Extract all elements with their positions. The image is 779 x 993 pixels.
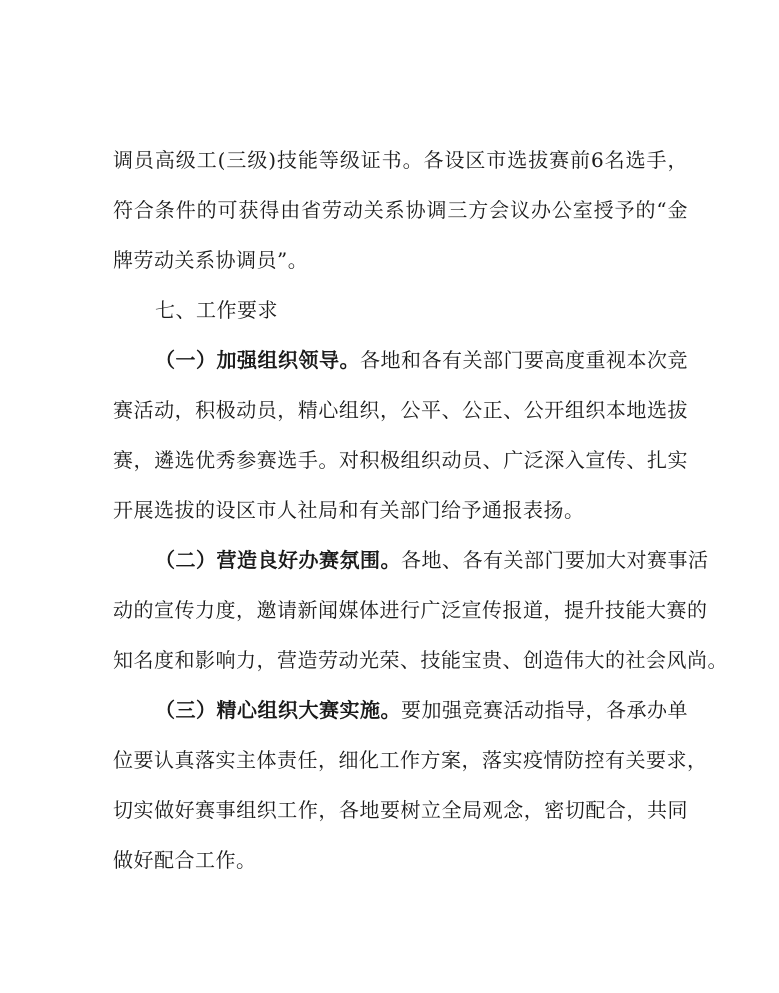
item-title: （三）精心组织大赛实施。: [155, 698, 401, 722]
body-line: 位要认真落实主体责任，细化工作方案，落实疫情防控有关要求，: [113, 748, 708, 772]
body-line: 牌劳动关系协调员”。: [113, 248, 309, 272]
body-line: 调员高级工(三级)技能等级证书。各设区市选拔赛前6名选手，: [113, 148, 688, 172]
body-line: 赛活动，积极动员，精心组织，公平、公正、公开组织本地选拔: [113, 398, 688, 422]
item-first-line: [155, 697, 688, 723]
section-heading: 七、工作要求: [155, 298, 278, 322]
body-line: 动的宣传力度，邀请新闻媒体进行广泛宣传报道，提升技能大赛的: [113, 598, 708, 622]
body-line: 开展选拔的设区市人社局和有关部门给予通报表扬。: [113, 498, 585, 522]
item-title: （二）营造良好办赛氛围。: [155, 548, 401, 572]
item-title: （一）加强组织领导。: [155, 348, 360, 372]
item-text: 各地和各有关部门要高度重视本次竞: [360, 348, 688, 372]
item-text: 各地、各有关部门要加大对赛事活: [401, 548, 709, 572]
body-line: 符合条件的可获得由省劳动关系协调三方会议办公室授予的“金: [113, 198, 688, 222]
body-line: 知名度和影响力，营造劳动光荣、技能宝贵、创造伟大的社会风尚。: [113, 648, 728, 672]
body-line: 赛，遴选优秀参赛选手。对积极组织动员、广泛深入宣传、扎实: [113, 448, 688, 472]
item-first-line: [155, 547, 709, 573]
item-text: 要加强竞赛活动指导，各承办单: [401, 698, 688, 722]
body-line: 做好配合工作。: [113, 848, 257, 872]
body-line: 切实做好赛事组织工作，各地要树立全局观念，密切配合，共同: [113, 798, 688, 822]
item-first-line: [155, 347, 688, 373]
